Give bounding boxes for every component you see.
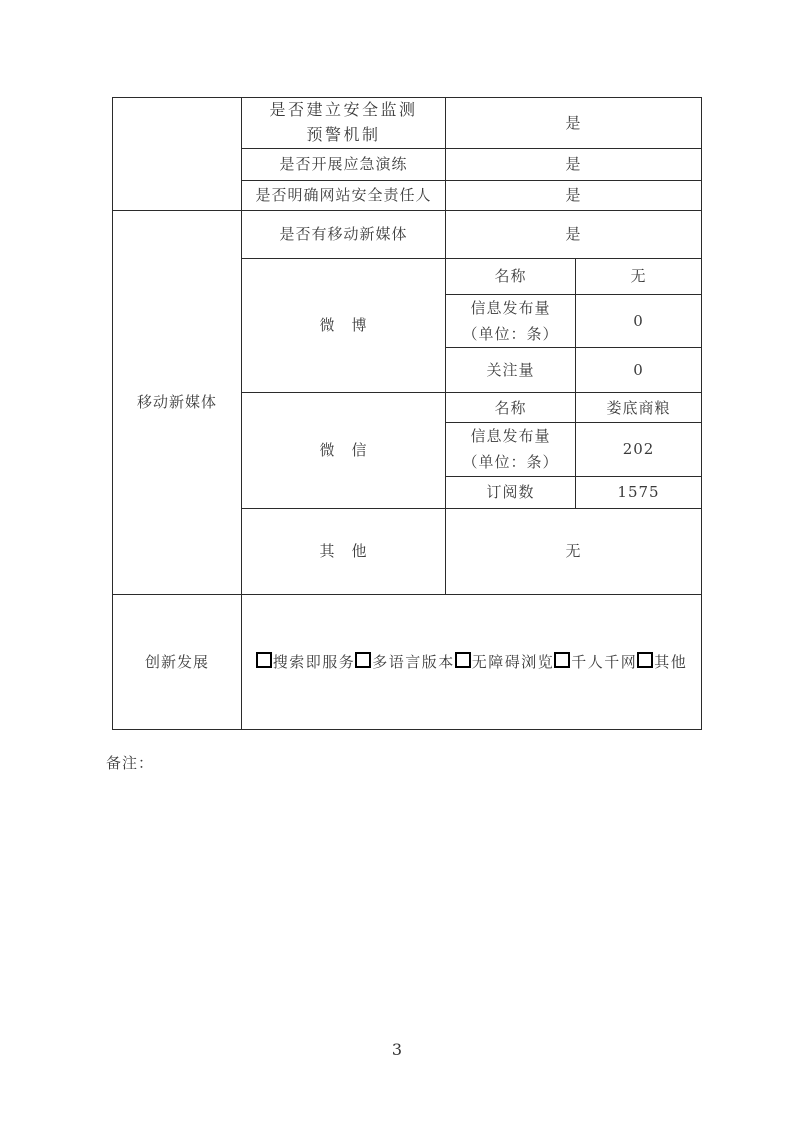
wechat-posts-value: 202 (576, 423, 702, 477)
security-group-cell (113, 98, 242, 211)
weibo-posts-label-text: 信息发布量（单位：条） (462, 298, 559, 343)
wechat-posts-label-text: 信息发布量（单位：条） (462, 427, 559, 472)
wechat-label: 微 信 (242, 393, 446, 509)
weibo-posts-value: 0 (576, 294, 702, 348)
has-mobile-media-answer: 是 (446, 210, 702, 258)
innovation-options-line (256, 653, 688, 671)
innovation-option-other-label: 其他 (654, 652, 688, 671)
innovation-option-multilang (355, 653, 455, 671)
wechat-name-label: 名称 (446, 393, 576, 423)
innovation-option-multilang-label: 多语言版本 (372, 652, 455, 671)
security-answer-monitoring: 是 (446, 98, 702, 149)
page-number: 3 (391, 1040, 403, 1059)
security-question-monitoring-text: 是否建立安全监测预警机制 (269, 100, 418, 144)
security-answer-responsible: 是 (446, 180, 702, 210)
wechat-subscribers-value: 1575 (576, 476, 702, 508)
checkbox-accessible-icon (455, 652, 471, 668)
wechat-name-value: 娄底商粮 (576, 393, 702, 423)
security-answer-drill: 是 (446, 148, 702, 180)
mobile-media-group-label: 移动新媒体 (113, 210, 242, 594)
wechat-posts-label (446, 423, 576, 477)
checkbox-other-icon (637, 652, 653, 668)
innovation-option-personalized-label: 千人千网 (571, 652, 638, 671)
weibo-followers-label: 关注量 (446, 348, 576, 393)
weibo-posts-label (446, 294, 576, 348)
innovation-option-search-label: 搜索即服务 (272, 652, 356, 671)
innovation-option-other (637, 653, 687, 671)
innovation-option-accessible (455, 653, 555, 671)
security-question-responsible: 是否明确网站安全责任人 (242, 180, 446, 210)
has-mobile-media-question: 是否有移动新媒体 (242, 210, 446, 258)
weibo-name-value: 无 (576, 258, 702, 294)
innovation-options-cell (242, 594, 702, 729)
wechat-subscribers-label: 订阅数 (446, 476, 576, 508)
innovation-group-label: 创新发展 (113, 594, 242, 729)
other-media-value: 无 (446, 508, 702, 594)
security-question-monitoring (242, 98, 446, 149)
innovation-option-search (256, 653, 356, 671)
other-media-label: 其 他 (242, 508, 446, 594)
remark-label: 备注： (106, 754, 155, 772)
innovation-option-personalized (554, 653, 637, 671)
checkbox-multilang-icon (355, 652, 371, 668)
weibo-followers-value: 0 (576, 348, 702, 393)
report-table (112, 97, 702, 730)
security-question-drill: 是否开展应急演练 (242, 148, 446, 180)
checkbox-search-icon (256, 652, 272, 668)
weibo-name-label: 名称 (446, 258, 576, 294)
innovation-option-accessible-label: 无障碍浏览 (471, 652, 555, 671)
checkbox-personalized-icon (554, 652, 570, 668)
weibo-label: 微 博 (242, 258, 446, 393)
